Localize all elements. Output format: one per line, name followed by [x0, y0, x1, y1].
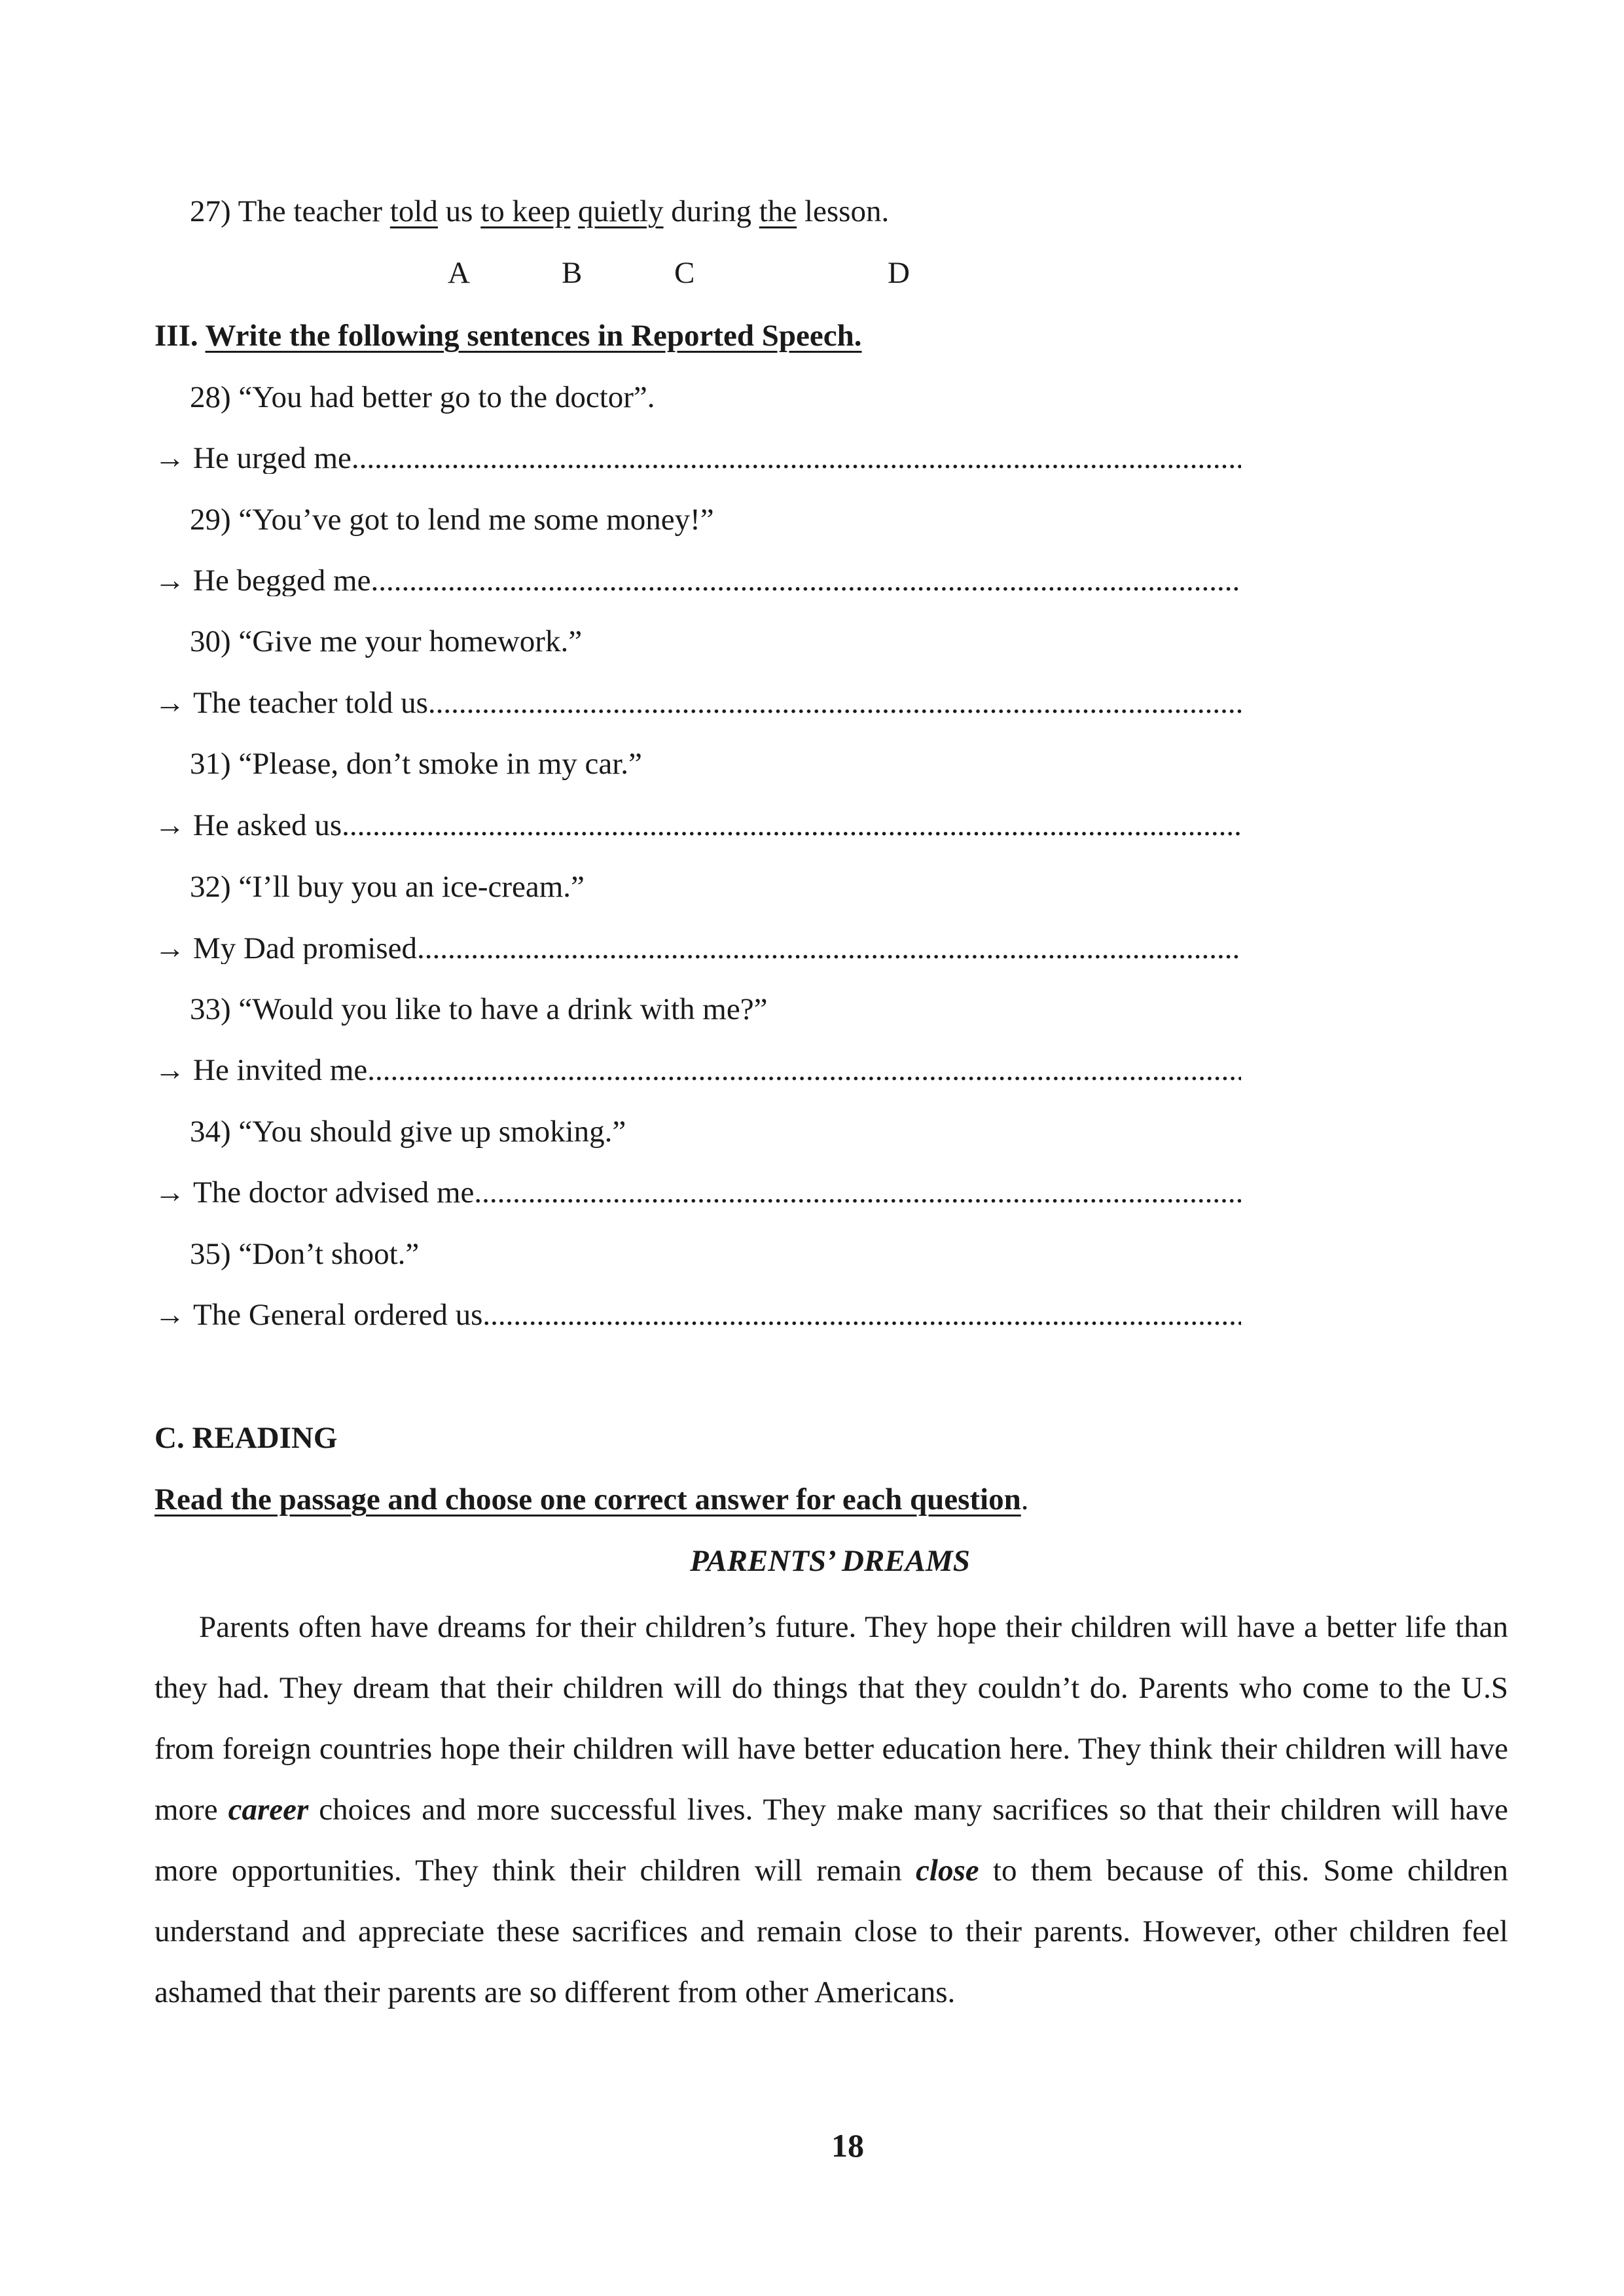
answer-prompt: He invited me [193, 1055, 368, 1086]
option-d-underlined: the [759, 194, 797, 228]
instruction-period: . [1020, 1482, 1029, 1516]
answer-prompt: He asked us [193, 810, 342, 841]
answer-prompt: He begged me [193, 565, 371, 596]
answer-line-35 [154, 1300, 1241, 1331]
arrow-icon: → [154, 1300, 185, 1331]
reading-heading: C. READING [154, 1421, 338, 1455]
option-label-b: B [562, 256, 583, 290]
question-28: 28) “You had better go to the doctor”. [190, 380, 655, 414]
answer-line-30 [154, 688, 1241, 719]
passage-text: choices and more successful lives. They make many sacrifices so that their children will have more opportunities. They think their children will remain [154, 1793, 1508, 1888]
option-label-d: D [888, 256, 910, 290]
highlighted-word-close: close [916, 1854, 979, 1888]
question-text: The teacher [238, 194, 383, 228]
arrow-icon: → [154, 810, 185, 841]
question-33: 33) “Would you like to have a drink with me?” [190, 992, 768, 1026]
section-title: Write the following sentences in Reported Speech. [205, 319, 862, 353]
highlighted-word-career: career [228, 1793, 309, 1827]
instruction-text: Read the passage and choose one correct answer for each question [154, 1482, 1021, 1516]
reading-instruction [154, 1484, 1029, 1515]
answer-prompt: My Dad promised [193, 933, 418, 964]
question-34: 34) “You should give up smoking.” [190, 1115, 626, 1149]
answer-prompt: The teacher told us [193, 688, 428, 719]
page-number: 18 [831, 2127, 864, 2164]
answer-prompt: The doctor advised me [193, 1177, 475, 1208]
arrow-icon: → [154, 1177, 185, 1208]
question-31: 31) “Please, don’t smoke in my car.” [190, 747, 642, 781]
passage-text: to them because of this. Some children understand and appreciate these sacrifices and remain close to their parents. However, other children feel ashamed that their parents are so different from other Americans. [154, 1854, 1509, 2009]
answer-line-31 [154, 810, 1241, 841]
arrow-icon: → [154, 933, 185, 964]
answer-prompt: He urged me [193, 443, 352, 474]
passage-paragraph [154, 1597, 1508, 2023]
option-label-a: A [448, 256, 470, 290]
question-text: during [671, 194, 752, 228]
question-text: us [445, 194, 473, 228]
passage-title: PARENTS’ DREAMS [690, 1544, 970, 1578]
passage-text: Parents often have dreams for their children’s future. They hope their children will have a better life than they had. They dream that their children will do things that they couldn’t do. Parents who come to the U.S from foreign countries hope their children will have better education here. They think their children will have more [154, 1610, 1508, 1827]
question-35: 35) “Don’t shoot.” [190, 1237, 420, 1271]
arrow-icon: → [154, 443, 185, 474]
question-27 [190, 196, 889, 227]
arrow-icon: → [154, 688, 185, 719]
answer-line-28 [154, 443, 1241, 474]
option-c-underlined: quietly [578, 194, 664, 228]
answer-line-32 [154, 933, 1241, 964]
question-text: lesson. [804, 194, 890, 228]
arrow-icon: → [154, 565, 185, 596]
option-a-underlined: told [389, 194, 438, 228]
option-b-underlined: to keep [480, 194, 571, 228]
question-number: 27) [190, 194, 231, 228]
option-label-c: C [674, 256, 695, 290]
answer-line-33 [154, 1055, 1241, 1086]
question-32: 32) “I’ll buy you an ice-cream.” [190, 870, 585, 904]
question-29: 29) “You’ve got to lend me some money!” [190, 503, 714, 537]
question-30: 30) “Give me your homework.” [190, 624, 583, 658]
section-number: III. [154, 319, 198, 353]
section-heading [154, 321, 862, 351]
answer-line-34 [154, 1177, 1241, 1208]
answer-prompt: The General ordered us [193, 1300, 483, 1331]
arrow-icon: → [154, 1055, 185, 1086]
answer-line-29 [154, 565, 1241, 596]
